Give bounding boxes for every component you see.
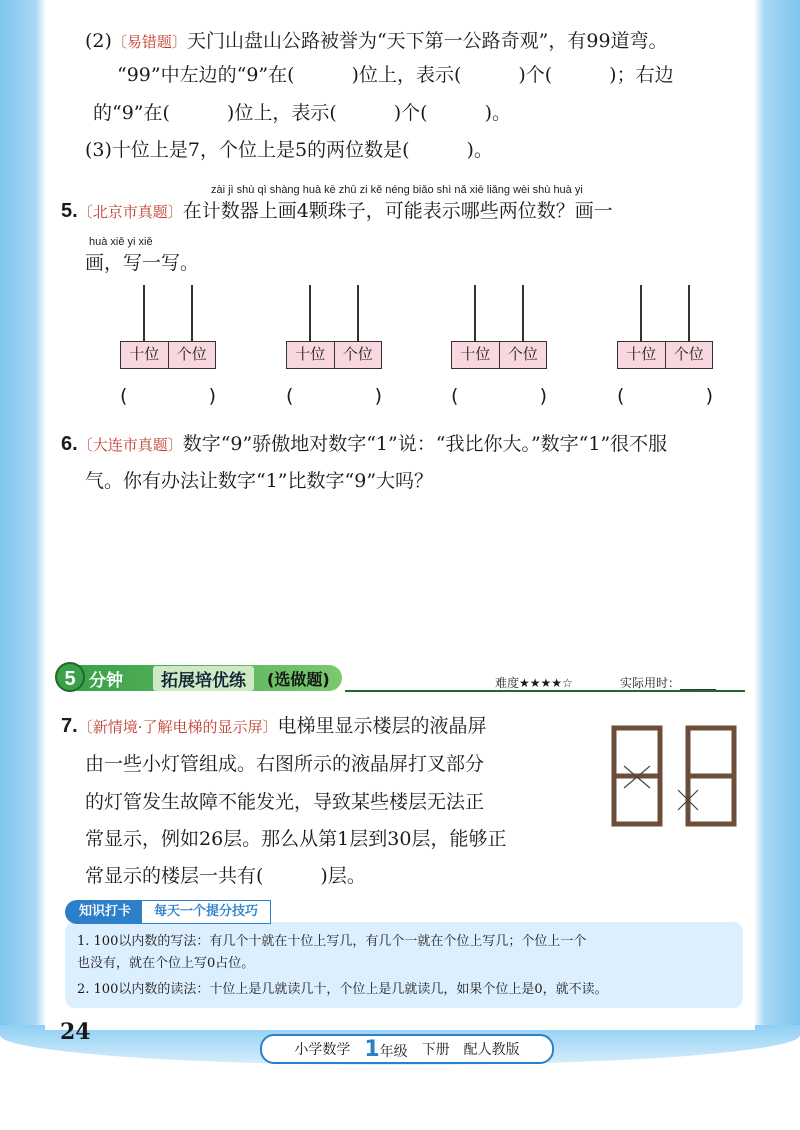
- answer-blank[interactable]: ( ): [286, 385, 382, 407]
- ones-label: 个位: [176, 345, 207, 363]
- section-header: [55, 662, 745, 694]
- section-label-minutes: 分钟: [89, 671, 123, 691]
- worksheet-page: [45, 0, 755, 1030]
- q7-line2: 由一些小灯管组成。右图所示的液晶屏打叉部分: [85, 753, 485, 775]
- q7-text: 电梯里显示楼层的液晶屏: [277, 715, 487, 737]
- answer-blank[interactable]: ( ): [617, 385, 713, 407]
- q6-text: 数字“9”骄傲地对数字“1”说：“我比你大。”数字“1”很不服: [182, 433, 668, 455]
- page-footer: [0, 1019, 800, 1064]
- tens-rod: [309, 285, 311, 341]
- q7-line1: [61, 713, 486, 740]
- q6-answer-area[interactable]: [85, 505, 735, 655]
- tip-header-subtitle: 每天一个提分技巧: [141, 900, 271, 924]
- difficulty-rating: 难度★★★★☆: [495, 676, 573, 690]
- q5-text: 在计数器上画4颗珠子，可能表示哪些两位数？画一: [182, 200, 613, 222]
- place-value-box: [451, 341, 547, 369]
- tip-body: [65, 922, 743, 1008]
- q4-part3: (3)十位上是7，个位上是5的两位数是( )。: [85, 139, 493, 161]
- book-title-pill: [260, 1034, 554, 1064]
- ones-label: 个位: [342, 345, 373, 363]
- ones-label: 个位: [507, 345, 538, 363]
- tip-item-2: 2. 100以内数的读法：十位上是几就读几十，个位上是几就读几，如果个位上是0，就不读。: [77, 982, 608, 997]
- q7-number: 7.: [61, 715, 78, 737]
- abacus-2: [286, 285, 382, 415]
- abacus-3: [451, 285, 547, 415]
- q5-tag: 〔北京市真题〕: [77, 203, 183, 221]
- tens-rod: [474, 285, 476, 341]
- ones-label: 个位: [673, 345, 704, 363]
- q4-part2-line2: “99”中左边的“9”在( )位上，表示( )个( )；右边: [117, 64, 674, 86]
- tens-rod: [143, 285, 145, 341]
- abacus-1: [120, 285, 216, 415]
- q6-line2: 气。你有办法让数字“1”比数字“9”大吗？: [85, 470, 434, 492]
- q7-line5: 常显示的楼层一共有( )层。: [85, 865, 366, 887]
- tip-item-1a: 1. 100以内数的写法：有几个十就在十位上写几，有几个一就在个位上写几；个位上一个: [77, 934, 587, 949]
- place-value-box: [617, 341, 713, 369]
- q4-part2-tag: 〔易错题〕: [111, 33, 187, 51]
- ones-rod: [522, 285, 524, 341]
- q5-pinyin-line2: huà xiě yi xiě: [89, 236, 153, 248]
- place-value-box: [120, 341, 216, 369]
- q7-line4: 常显示，例如26层。那么从第1层到30层，能够正: [85, 828, 507, 850]
- section-optional: (选做题): [267, 670, 330, 689]
- q6-line1: [61, 431, 667, 458]
- knowledge-tip-box: [65, 900, 743, 1010]
- book-edition: 配人教版: [463, 1042, 520, 1058]
- book-subject: 小学数学: [294, 1042, 351, 1058]
- ones-rod: [357, 285, 359, 341]
- tens-label: 十位: [618, 342, 666, 368]
- tens-rod: [640, 285, 642, 341]
- answer-blank[interactable]: ( ): [120, 385, 216, 407]
- q5-line2: 画，写一写。: [85, 252, 200, 274]
- tip-header: [65, 900, 271, 924]
- place-value-box: [286, 341, 382, 369]
- minutes-badge: 5: [55, 662, 85, 692]
- ones-rod: [688, 285, 690, 341]
- q5-number: 5.: [61, 200, 78, 222]
- q7-tag: 〔新情境·了解电梯的显示屏〕: [77, 718, 278, 736]
- ones-rod: [191, 285, 193, 341]
- section-title: 拓展培优练: [153, 666, 254, 691]
- q4-part2-line1: [85, 28, 668, 55]
- q4-part2-label: (2): [85, 30, 112, 52]
- q4-part2-line3: 的“9”在( )位上，表示( )个( )。: [93, 102, 511, 124]
- tip-item-1b: 也没有，就在个位上写0占位。: [77, 956, 255, 971]
- lcd-display-diagram: [608, 722, 738, 832]
- q6-number: 6.: [61, 433, 78, 455]
- tens-label: 十位: [121, 342, 169, 368]
- book-volume: 下册: [421, 1042, 450, 1058]
- q4-part2-text: 天门山盘山公路被誉为“天下第一公路奇观”，有99道弯。: [186, 30, 668, 52]
- book-grade-number: 1: [364, 1036, 380, 1062]
- q5-line1: [61, 198, 613, 225]
- abacus-4: [617, 285, 713, 415]
- q6-tag: 〔大连市真题〕: [77, 436, 183, 454]
- q5-pinyin-line1: zài jì shù qì shàng huà kē zhū zi kě néng biǎo shì nǎ xiē liǎng wèi shù huà yi: [211, 184, 583, 196]
- q7-line3: 的灯管发生故障不能发光，导致某些楼层无法正: [85, 791, 485, 813]
- tip-header-label: 知识打卡: [65, 900, 141, 924]
- book-grade: 年级: [379, 1043, 408, 1060]
- time-used-field[interactable]: 实际用时：______: [620, 676, 717, 690]
- answer-blank[interactable]: ( ): [451, 385, 547, 407]
- tens-label: 十位: [287, 342, 335, 368]
- tens-label: 十位: [452, 342, 500, 368]
- page-number: 24: [60, 1019, 91, 1045]
